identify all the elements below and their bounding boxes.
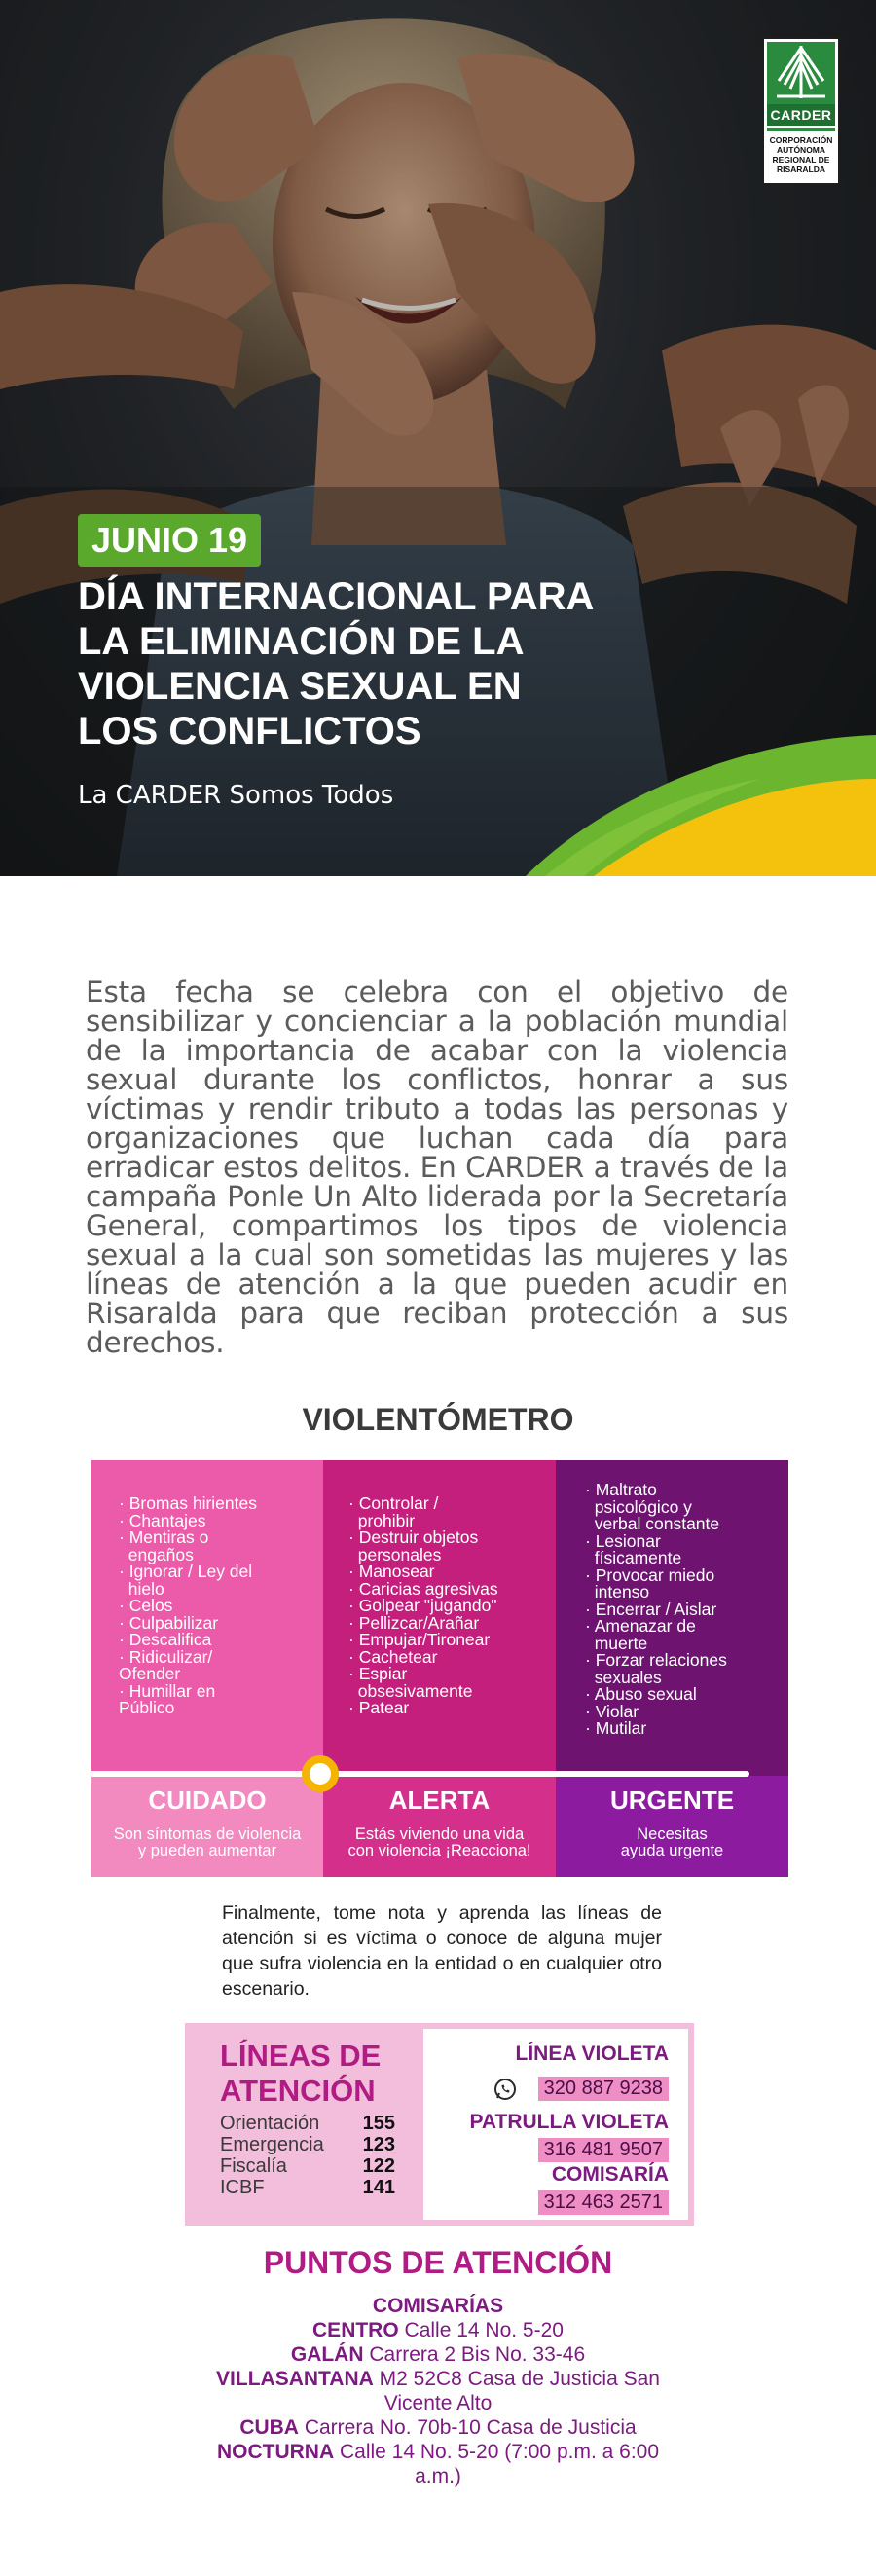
level-label-cuidado: CUIDADO [148,1785,267,1815]
carder-logo-subtitle [766,135,836,174]
violence-item: · Mentiras o [119,1527,209,1547]
hero-title-line: LOS CONFLICTOS [78,710,421,753]
carder-logo [762,37,840,185]
violence-item: Público [119,1698,175,1717]
violence-item: · Destruir objetos [348,1527,479,1547]
violence-item: · Manosear [348,1562,435,1581]
violentometro-title: VIOLENTÓMETRO [302,1402,574,1437]
violence-item: hielo [119,1578,164,1599]
attention-point-address: Calle 14 No. 5-20 (7:00 p.m. a 6:00 a.m.) [339,2441,660,2487]
violence-item: intenso [585,1582,650,1601]
level-box-alerta [323,1776,556,1877]
level-desc-urgente [562,1826,783,1859]
special-lines-panel [423,2029,688,2220]
whatsapp-icon [493,2078,517,2101]
violence-item: sexuales [585,1667,662,1687]
attention-lines-title-line: ATENCIÓN [220,2074,376,2108]
violence-item: psicológico y [585,1496,692,1517]
violence-item: Ofender [119,1664,181,1683]
violence-item: · Empujar/Tironear [348,1630,491,1649]
violentometro-chart [91,1460,788,1877]
level-desc-cuidado [97,1826,317,1859]
violence-item: · Humillar en [119,1680,216,1701]
hero-title-line: LA ELIMINACIÓN DE LA [78,620,525,663]
violence-item: muerte [585,1633,648,1653]
attention-line-number[interactable]: 141 [362,2177,395,2198]
violence-item: · Patear [348,1698,410,1717]
violence-item: · Chantajes [119,1510,206,1530]
attention-line-number[interactable]: 122 [362,2155,395,2177]
violence-item: · Provocar miedo [585,1564,715,1585]
violence-item: · Forzar relaciones [585,1650,727,1670]
hero-title-line: DÍA INTERNACIONAL PARA [78,575,595,618]
violence-item: engaños [119,1544,194,1564]
attention-point-address: Carrera 2 Bis No. 33-46 [369,2343,586,2366]
violence-item: prohibir [348,1510,416,1530]
patrulla-violeta-number[interactable]: 316 481 9507 [538,2138,669,2162]
violence-item: · Culpabilizar [119,1612,219,1633]
level-desc-alerta [329,1826,550,1859]
attention-line-row [220,2113,395,2134]
attention-line-name: ICBF [220,2177,265,2198]
attention-line-row [220,2155,395,2177]
violence-item: · Controlar / [348,1493,439,1513]
violence-item: · Amenazar de [585,1616,696,1636]
attention-point-name: CUBA [239,2416,299,2439]
violence-item: · Pellizcar/Arañar [348,1612,480,1633]
logo-subtitle-line: CORPORACIÓN [769,135,833,145]
violence-item: obsesivamente [348,1680,473,1701]
linea-violeta-heading: LÍNEA VIOLETA [515,2042,669,2065]
attention-line-name: Emergencia [220,2134,324,2155]
violentometro-list-cuidado [119,1495,311,1717]
attention-point-name: NOCTURNA [216,2441,335,2463]
attention-points-title: PUNTOS DE ATENCIÓN [263,2245,613,2280]
attention-line-name: Fiscalía [220,2155,287,2177]
attention-point-name: GALÁN [290,2343,364,2366]
attention-line-number[interactable]: 155 [362,2113,395,2134]
logo-subtitle-line: AUTÓNOMA [776,145,826,155]
violence-item: · Ridiculizar/ [119,1646,213,1667]
violence-item: · Maltrato [585,1480,657,1499]
hero-title-line: VIOLENCIA SEXUAL EN [78,665,522,708]
violence-item: · Encerrar / Aislar [585,1599,717,1619]
comisaria-heading: COMISARÍA [551,2163,669,2186]
level-desc-line: Necesitas [637,1825,708,1843]
intro-paragraph: Esta fecha se celebra con el objetivo de sensibilizar y concienciar a la población mundial de la importancia de acabar con la violencia sexual durante los conflictos, honrar a sus víctimas y rendir tributo a todas las personas y organizaciones que luchan cada día para erradicar estos delitos. En CARDER a través de la campaña Ponle Un Alto liderada por la Secretaría General, compartimos los tipos de violencia sexual a la cual son sometidas las mujeres y las líneas de atención a la que pueden acudir en Risaralda para que reciban protección a sus derechos. [86,975,788,1359]
linea-violeta-number[interactable]: 320 887 9238 [538,2077,669,2101]
attention-points-subtitle: COMISARÍAS [372,2295,504,2317]
level-label-urgente: URGENTE [609,1785,735,1815]
logo-subtitle-line: RISARALDA [776,165,826,174]
violence-item: físicamente [585,1548,682,1567]
violence-item: verbal constante [585,1514,720,1533]
attention-lines-title-line: LÍNEAS DE [220,2039,382,2073]
attention-lines-table [220,2113,395,2198]
level-desc-line: Son síntomas de violencia [113,1825,302,1843]
comisaria-number[interactable]: 312 463 2571 [538,2190,669,2215]
level-desc-line: y pueden aumentar [137,1842,277,1859]
hero-title [78,574,681,754]
violence-item: · Golpear "jugando" [348,1596,497,1615]
level-box-urgente [556,1776,788,1877]
violence-item: · Bromas hirientes [119,1493,257,1513]
attention-line-row [220,2177,395,2198]
attention-point-address: Carrera No. 70b-10 Casa de Justicia [304,2416,637,2439]
attention-point [195,2415,681,2440]
attention-line-number[interactable]: 123 [362,2134,395,2155]
note-paragraph: Finalmente, tome nota y aprenda las líneas de atención si es víctima o conoce de alguna mujer que sufra violencia en la entidad o en cualquier otro escenario. [222,1902,662,2000]
level-label-alerta: ALERTA [388,1785,491,1815]
attention-point-name: VILLASANTANA [216,2368,374,2390]
patrulla-violeta-heading: PATRULLA VIOLETA [469,2111,669,2133]
carder-logo-name: CARDER [767,104,835,126]
attention-point-address: M2 52C8 Casa de Justicia San Vicente Alto [379,2368,660,2414]
attention-points-list [195,2294,681,2488]
violentometro-list-alerta [348,1495,546,1717]
carder-logo-mark [767,42,835,104]
attention-line-row [220,2134,395,2155]
violence-item: · Violar [585,1701,639,1721]
level-box-cuidado [91,1776,323,1877]
violence-item: · Espiar [348,1664,408,1683]
attention-point [195,2318,681,2342]
level-desc-line: con violencia ¡Reacciona! [347,1842,531,1859]
level-desc-line: Estás viviendo una vida [354,1825,525,1843]
violence-item: · Lesionar [585,1530,661,1551]
violence-item: · Abuso sexual [585,1684,697,1704]
violence-item: · Mutilar [585,1718,647,1738]
level-desc-line: ayuda urgente [620,1842,724,1859]
attention-point [195,2367,681,2415]
violence-item: personales [348,1544,442,1564]
attention-point [195,2342,681,2367]
attention-lines-box [185,2023,694,2226]
attention-point-address: Calle 14 No. 5-20 [404,2319,564,2341]
violence-item: · Caricias agresivas [348,1578,498,1599]
violentometro-meter-line [74,1771,749,1777]
violence-item: · Ignorar / Ley del [119,1562,253,1581]
attention-line-name: Orientación [220,2113,320,2134]
date-badge: JUNIO 19 [78,514,261,567]
hero-slogan: La CARDER Somos Todos [78,781,394,810]
attention-point-name: CENTRO [312,2319,399,2341]
logo-subtitle-line: REGIONAL DE [772,155,830,165]
violence-item: · Celos [119,1596,173,1615]
violence-item: · Descalifica [119,1630,212,1649]
violentometro-meter-knob [302,1755,339,1792]
violence-item: · Cachetear [348,1646,438,1667]
attention-point [195,2440,681,2488]
attention-lines-title [220,2039,415,2109]
carder-logo-stripe [767,128,835,131]
hero-banner [0,0,876,876]
violentometro-list-urgente [585,1482,779,1738]
